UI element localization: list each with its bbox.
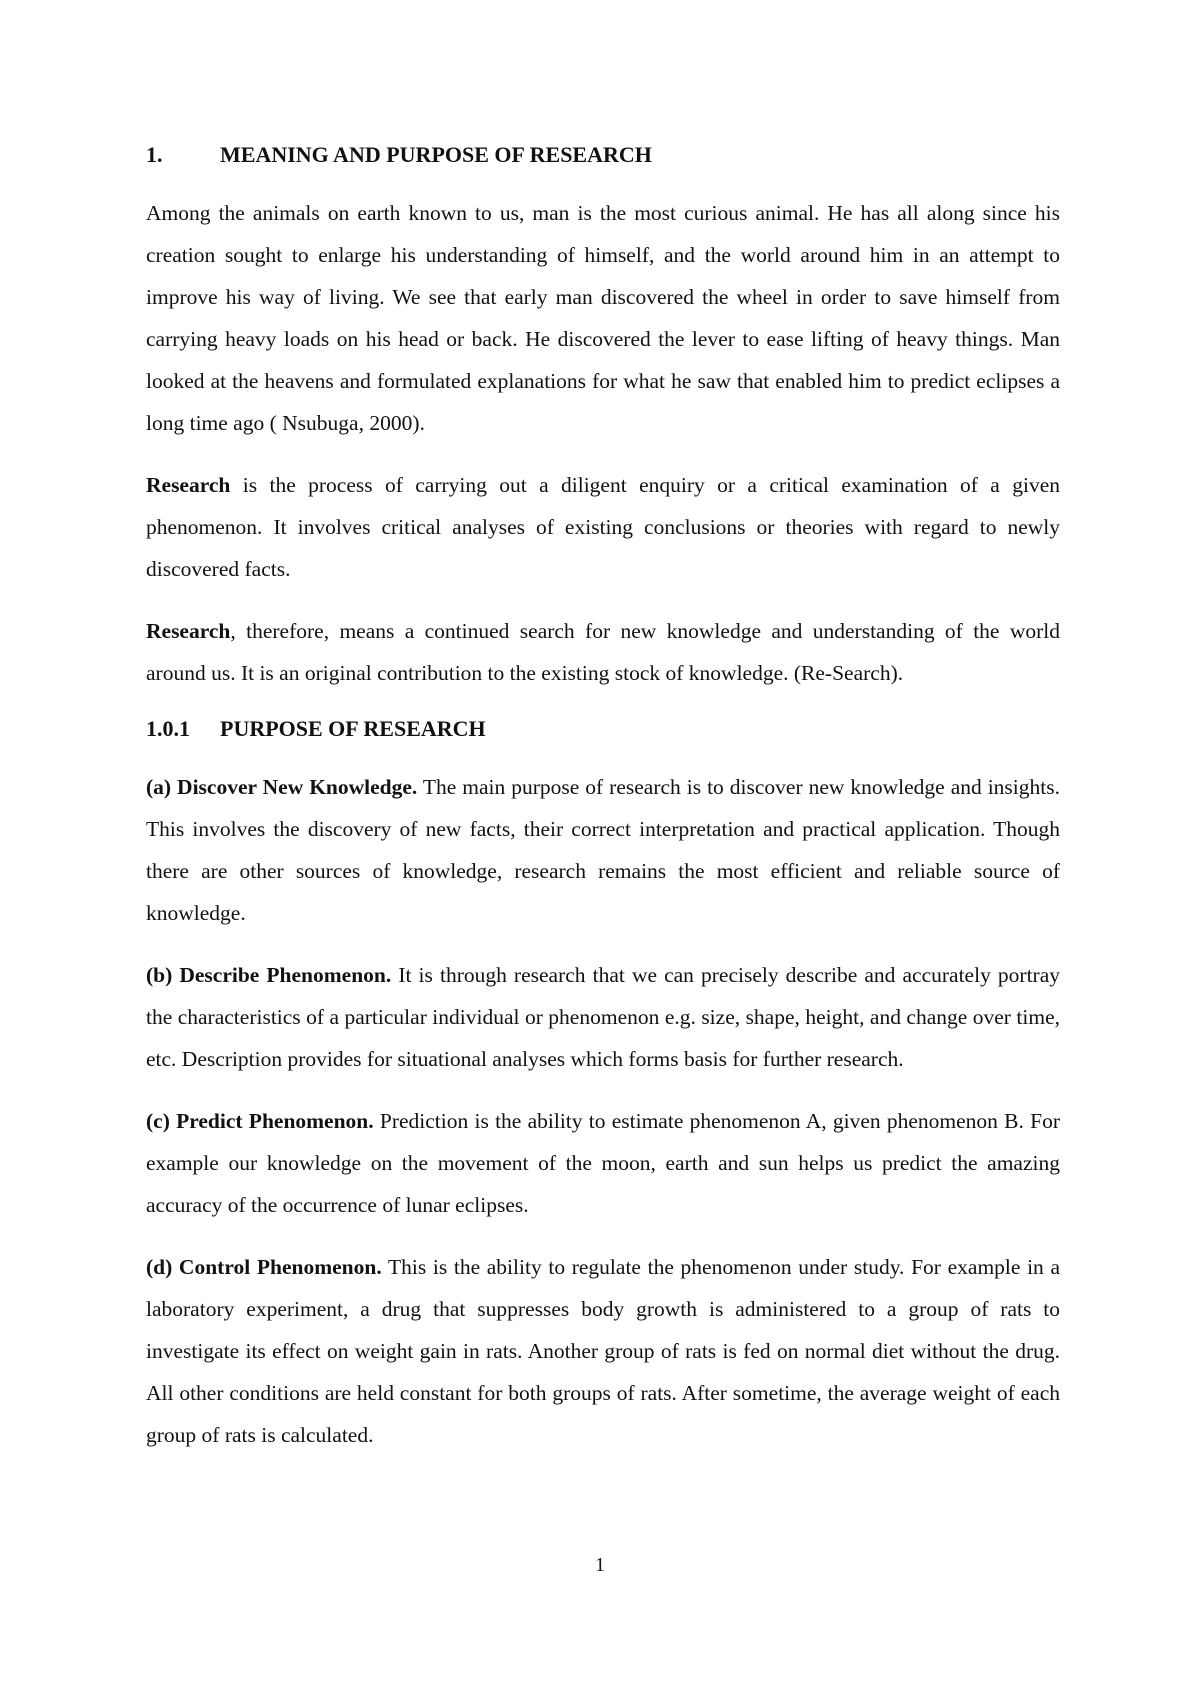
section-number: 1. [146, 142, 163, 167]
section-heading [146, 140, 1060, 170]
purpose-label: (d) Control Phenomenon. [146, 1255, 382, 1279]
purpose-text: Prediction is the ability to estimate phenomenon A, given phenomenon B. For example our knowledge on the movement of the moon, earth and sun helps us predict the amazing accuracy of the occurrence of lunar eclipses. [146, 1109, 1060, 1217]
purpose-label: (c) Predict Phenomenon. [146, 1109, 374, 1133]
purpose-text: The main purpose of research is to discover new knowledge and insights. This involves the discovery of new facts, their correct interpretation and practical application. Though there are other sources of knowledge, research remains the most efficient and reliable source of knowledge. [146, 775, 1060, 925]
purpose-item-d [146, 1246, 1060, 1456]
purpose-item-c [146, 1100, 1060, 1226]
subsection-title: PURPOSE OF RESEARCH [220, 716, 486, 741]
subsection-number: 1.0.1 [146, 716, 190, 741]
definition-term: Research [146, 473, 231, 497]
definition-text: is the process of carrying out a diligent enquiry or a critical examination of a given phenomenon. It involves critical analyses of existing conclusions or theories with regard to newly discovered facts. [146, 473, 1060, 581]
definition-term: Research [146, 619, 231, 643]
definition-text: , therefore, means a continued search for new knowledge and understanding of the world around us. It is an original contribution to the existing stock of knowledge. (Re-Search). [146, 619, 1060, 685]
definition-paragraph-1 [146, 464, 1060, 590]
purpose-text: It is through research that we can precisely describe and accurately portray the characteristics of a particular individual or phenomenon e.g. size, shape, height, and change over time, etc. Description provides for situational analyses which forms basis for further research. [146, 963, 1060, 1071]
purpose-label: (a) Discover New Knowledge. [146, 775, 418, 799]
definition-paragraph-2 [146, 610, 1060, 694]
purpose-item-b [146, 954, 1060, 1080]
purpose-item-a [146, 766, 1060, 934]
section-title: MEANING AND PURPOSE OF RESEARCH [220, 142, 652, 167]
purpose-text: This is the ability to regulate the phenomenon under study. For example in a laboratory experiment, a drug that suppresses body growth is administered to a group of rats to investigate its effect on weight gain in rats. Another group of rats is fed on normal diet without the drug. All other conditions are held constant for both groups of rats. After sometime, the average weight of each group of rats is calculated. [146, 1255, 1061, 1447]
purpose-label: (b) Describe Phenomenon. [146, 963, 392, 987]
subsection-heading [146, 714, 1060, 744]
intro-paragraph: Among the animals on earth known to us, man is the most curious animal. He has all along since his creation sought to enlarge his understanding of himself, and the world around him in an attempt to improve his way of living. We see that early man discovered the wheel in order to save himself from carrying heavy loads on his head or back. He discovered the lever to ease lifting of heavy things. Man looked at the heavens and formulated explanations for what he saw that enabled him to predict eclipses a long time ago ( Nsubuga, 2000). [146, 201, 1060, 435]
page-number: 1 [595, 1554, 605, 1576]
document-page [146, 140, 1060, 1476]
